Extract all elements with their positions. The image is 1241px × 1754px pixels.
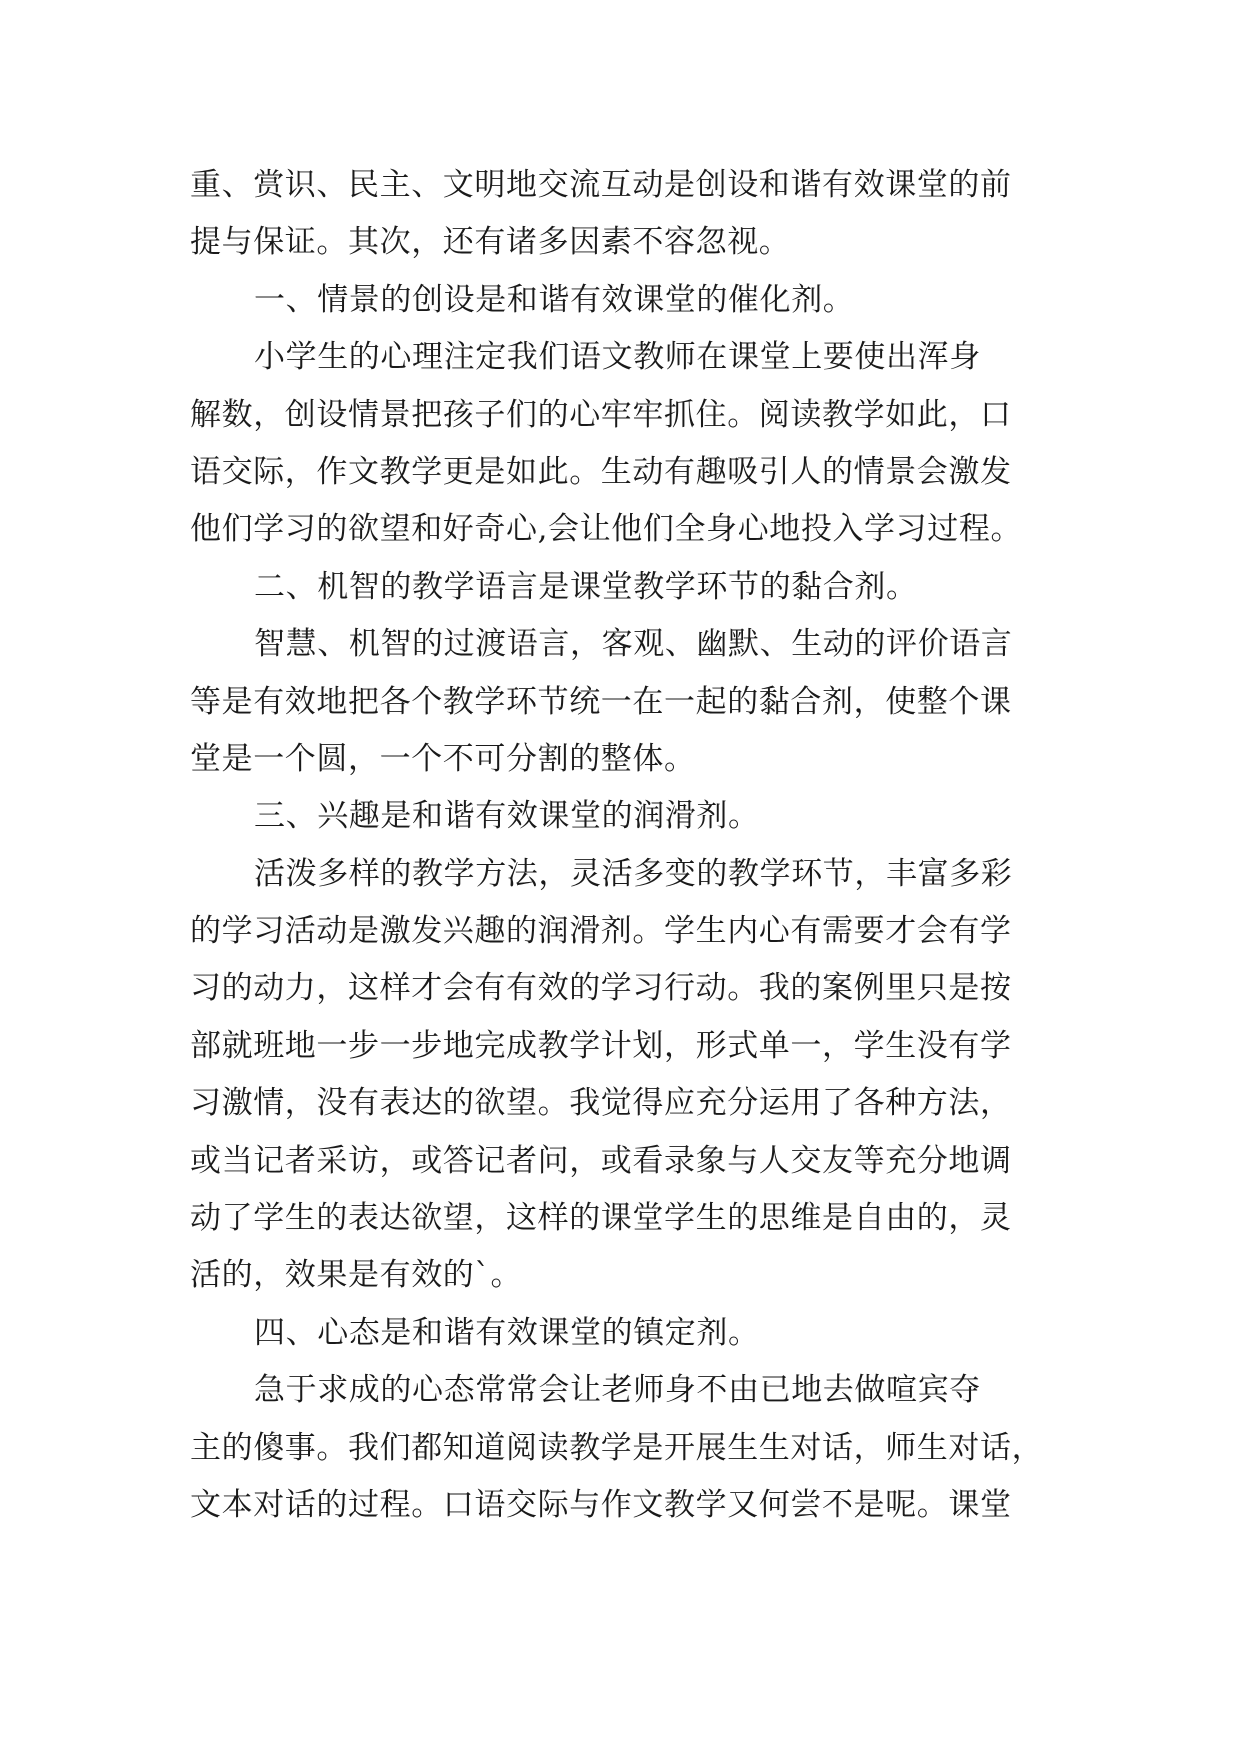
text-line: 文本对话的过程。口语交际与作文教学又何尝不是呢。课堂: [190, 1486, 1012, 1523]
text-line: 解数，创设情景把孩子们的心牢牢抓住。阅读教学如此，口: [190, 396, 1012, 433]
paragraph-first-line: 活泼多样的教学方法，灵活多变的教学环节，丰富多彩: [254, 855, 1013, 892]
text-line: 重、赏识、民主、文明地交流互动是创设和谐有效课堂的前: [190, 167, 1012, 203]
text-line: 或当记者采访，或答记者问，或看录象与人交友等充分地调: [190, 1142, 1012, 1179]
text-line: 主的傻事。我们都知道阅读教学是开展生生对话，师生对话，: [190, 1429, 1044, 1466]
section-heading: 二、机智的教学语言是课堂教学环节的黏合剂。: [254, 568, 918, 605]
text-line: 的学习活动是激发兴趣的润滑剂。学生内心有需要才会有学: [190, 913, 1012, 950]
text-line: 堂是一个圆，一个不可分割的整体。: [190, 740, 696, 777]
text-line: 动了学生的表达欲望，这样的课堂学生的思维是自由的，灵: [190, 1200, 1012, 1237]
body-text: [190, 157, 1060, 1534]
paragraph-first-line: 小学生的心理注定我们语文教师在课堂上要使出浑身: [254, 339, 981, 376]
text-line: 活的，效果是有效的`。: [190, 1257, 523, 1294]
text-line: 部就班地一步一步地完成教学计划，形式单一，学生没有学: [190, 1027, 1012, 1064]
text-line: 等是有效地把各个教学环节统一在一起的黏合剂，使整个课: [190, 683, 1012, 720]
text-line: 习的动力，这样才会有有效的学习行动。我的案例里只是按: [190, 970, 1012, 1007]
section-heading: 一、情景的创设是和谐有效课堂的催化剂。: [254, 281, 855, 318]
paragraph-first-line: 急于求成的心态常常会让老师身不由已地去做喧宾夺: [254, 1372, 981, 1409]
text-line: 他们学习的欲望和好奇心,会让他们全身心地投入学习过程。: [190, 511, 1023, 548]
section-heading: 三、兴趣是和谐有效课堂的润滑剂。: [254, 798, 760, 835]
paragraph-first-line: 智慧、机智的过渡语言，客观、幽默、生动的评价语言: [254, 626, 1013, 663]
section-heading: 四、心态是和谐有效课堂的镇定剂。: [254, 1314, 760, 1351]
text-line: 语交际，作文教学更是如此。生动有趣吸引人的情景会激发: [190, 453, 1012, 490]
text-line: 习激情，没有表达的欲望。我觉得应充分运用了各种方法，: [190, 1085, 1012, 1122]
text-line: 提与保证。其次，还有诸多因素不容忽视。: [190, 224, 791, 261]
